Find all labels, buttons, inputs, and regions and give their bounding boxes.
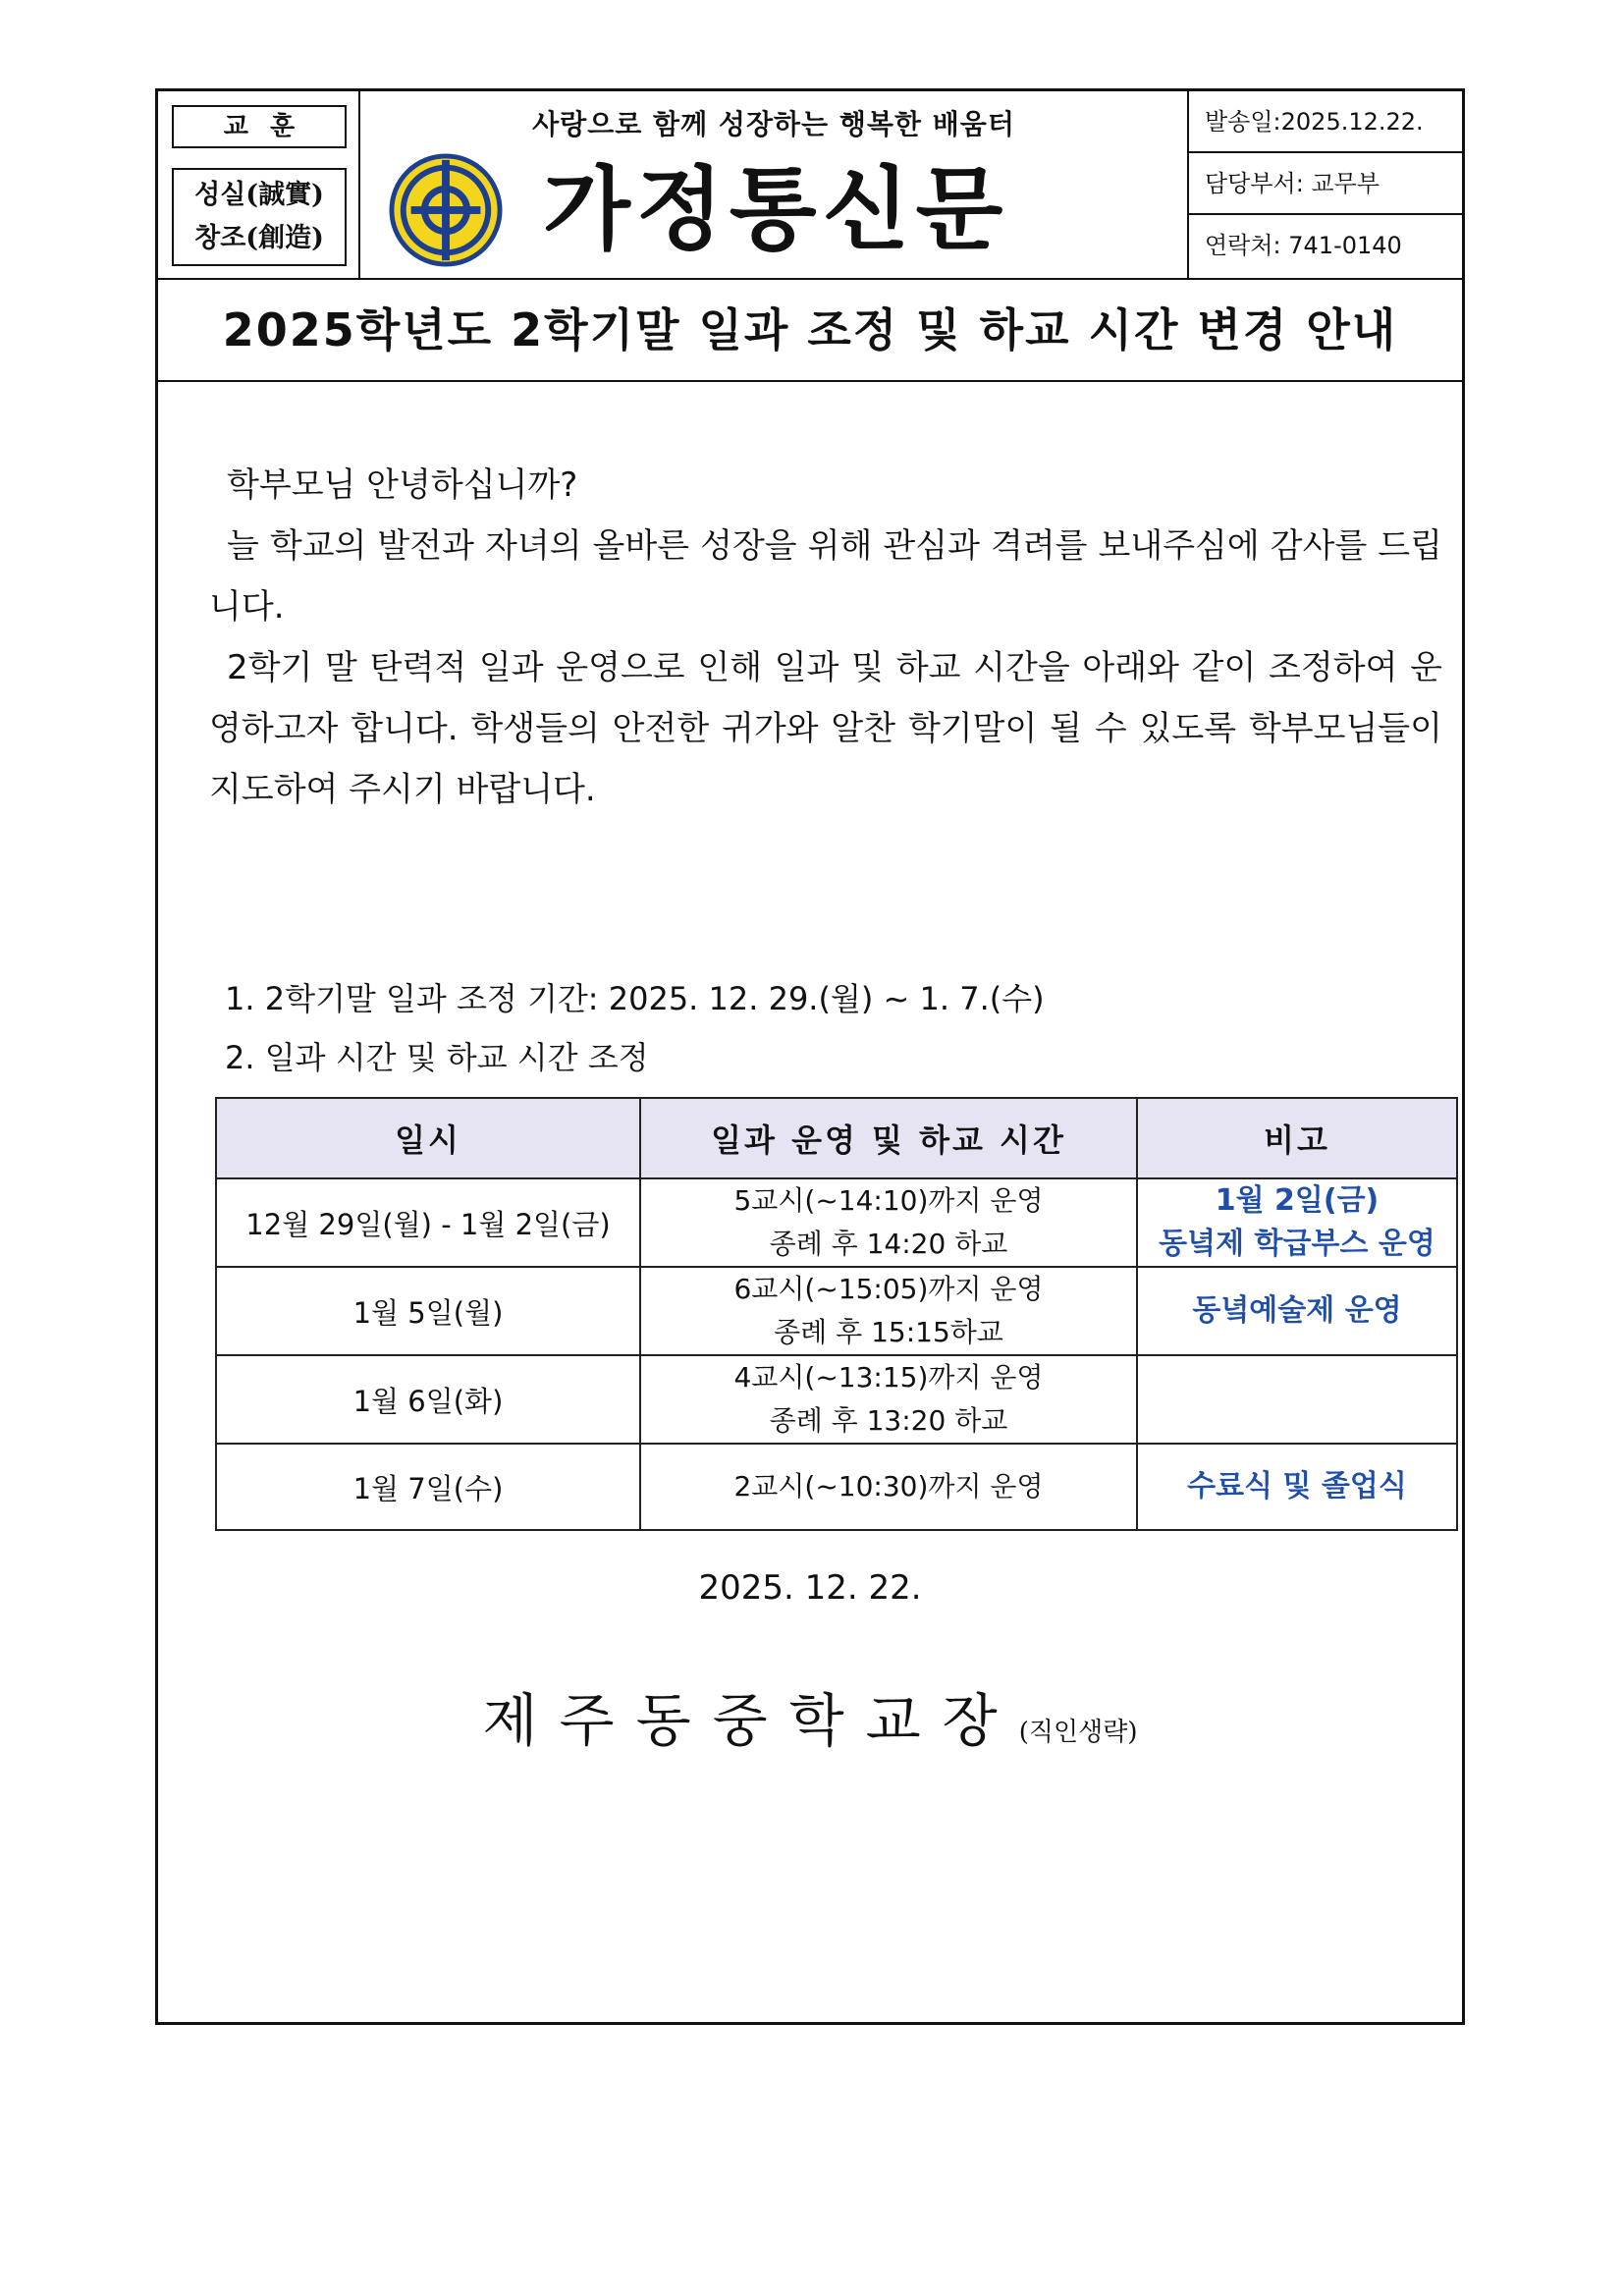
row-note	[1137, 1355, 1457, 1444]
time-line: 종례 후 15:15하교	[774, 1316, 1003, 1348]
item-period: 1. 2학기말 일과 조정 기간: 2025. 12. 29.(월) ~ 1. 7.(수)	[225, 980, 1045, 1017]
motto-column	[158, 91, 360, 278]
school-slogan: 사랑으로 함께 성장하는 행복한 배움터	[532, 108, 1015, 140]
note-line: 수료식 및 졸업식	[1187, 1469, 1407, 1503]
table-row	[216, 1267, 1457, 1355]
newsletter-title: 가정통신문	[543, 157, 1009, 262]
column-header-note: 비고	[1137, 1098, 1457, 1178]
department: 담당부서: 교무부	[1189, 153, 1462, 215]
greeting: 학부모님 안녕하십니까?	[227, 465, 578, 505]
principal-signature	[158, 1674, 1462, 1757]
notice-body	[209, 455, 1442, 820]
time-line: 종례 후 13:20 하교	[769, 1404, 1008, 1437]
row-date: 1월 5일(월)	[216, 1267, 640, 1355]
seal-note: (직인생략)	[1018, 1718, 1138, 1747]
time-line: 5교시(~14:10)까지 운영	[733, 1184, 1044, 1217]
row-note	[1137, 1178, 1457, 1267]
row-date: 1월 6일(화)	[216, 1355, 640, 1444]
column-header-time: 일과 운영 및 하교 시간	[640, 1098, 1137, 1178]
row-date: 12월 29일(월) - 1월 2일(금)	[216, 1178, 640, 1267]
note-line: 동녘예술제 운영	[1192, 1293, 1402, 1328]
schedule-table	[215, 1097, 1458, 1531]
newsletter-header	[158, 91, 1462, 280]
principal-name: 제주동중학교장	[482, 1687, 1019, 1754]
school-logo-icon	[388, 152, 504, 268]
row-time	[640, 1444, 1137, 1530]
motto-line: 성실(誠實)	[194, 180, 324, 210]
header-meta	[1187, 91, 1462, 278]
issue-date: 2025. 12. 22.	[698, 1568, 922, 1608]
table-row	[216, 1355, 1457, 1444]
paragraph-thanks: 늘 학교의 발전과 자녀의 올바른 성장을 위해 관심과 격려를 보내주심에 감사를 드립니다.	[209, 526, 1442, 627]
row-date: 1월 7일(수)	[216, 1444, 640, 1530]
motto-line: 창조(創造)	[194, 223, 324, 253]
row-note	[1137, 1267, 1457, 1355]
row-note	[1137, 1444, 1457, 1530]
row-time	[640, 1355, 1137, 1444]
sent-date: 발송일:2025.12.22.	[1189, 91, 1462, 153]
column-header-date: 일시	[216, 1098, 640, 1178]
time-line: 4교시(~13:15)까지 운영	[733, 1361, 1044, 1394]
motto-box	[172, 168, 347, 266]
motto-label: 교훈	[172, 105, 347, 148]
notice-items	[225, 969, 1045, 1087]
time-line: 2교시(~10:30)까지 운영	[733, 1470, 1044, 1503]
header-center	[360, 91, 1187, 278]
table-row	[216, 1178, 1457, 1267]
table-row	[216, 1444, 1457, 1530]
notice-title: 2025학년도 2학기말 일과 조정 및 하교 시간 변경 안내	[158, 280, 1462, 382]
row-time	[640, 1178, 1137, 1267]
note-line: 동녘제 학급부스 운영	[1159, 1227, 1435, 1261]
time-line: 종례 후 14:20 하교	[769, 1228, 1008, 1260]
row-time	[640, 1267, 1137, 1355]
table-header-row	[216, 1098, 1457, 1178]
paragraph-schedule: 2학기 말 탄력적 일과 운영으로 인해 일과 및 하교 시간을 아래와 같이 조정하여 운영하고자 합니다. 학생들의 안전한 귀가와 알찬 학기말이 될 수 있도록 학부모님들이 지도하여 주시기 바랍니다.	[209, 648, 1442, 809]
item-adjustment: 2. 일과 시간 및 하교 시간 조정	[225, 1039, 649, 1076]
document-frame	[155, 88, 1465, 2025]
note-line: 1월 2일(금)	[1215, 1183, 1380, 1218]
contact: 연락처: 741-0140	[1205, 232, 1402, 259]
time-line: 6교시(~15:05)까지 운영	[733, 1273, 1044, 1305]
